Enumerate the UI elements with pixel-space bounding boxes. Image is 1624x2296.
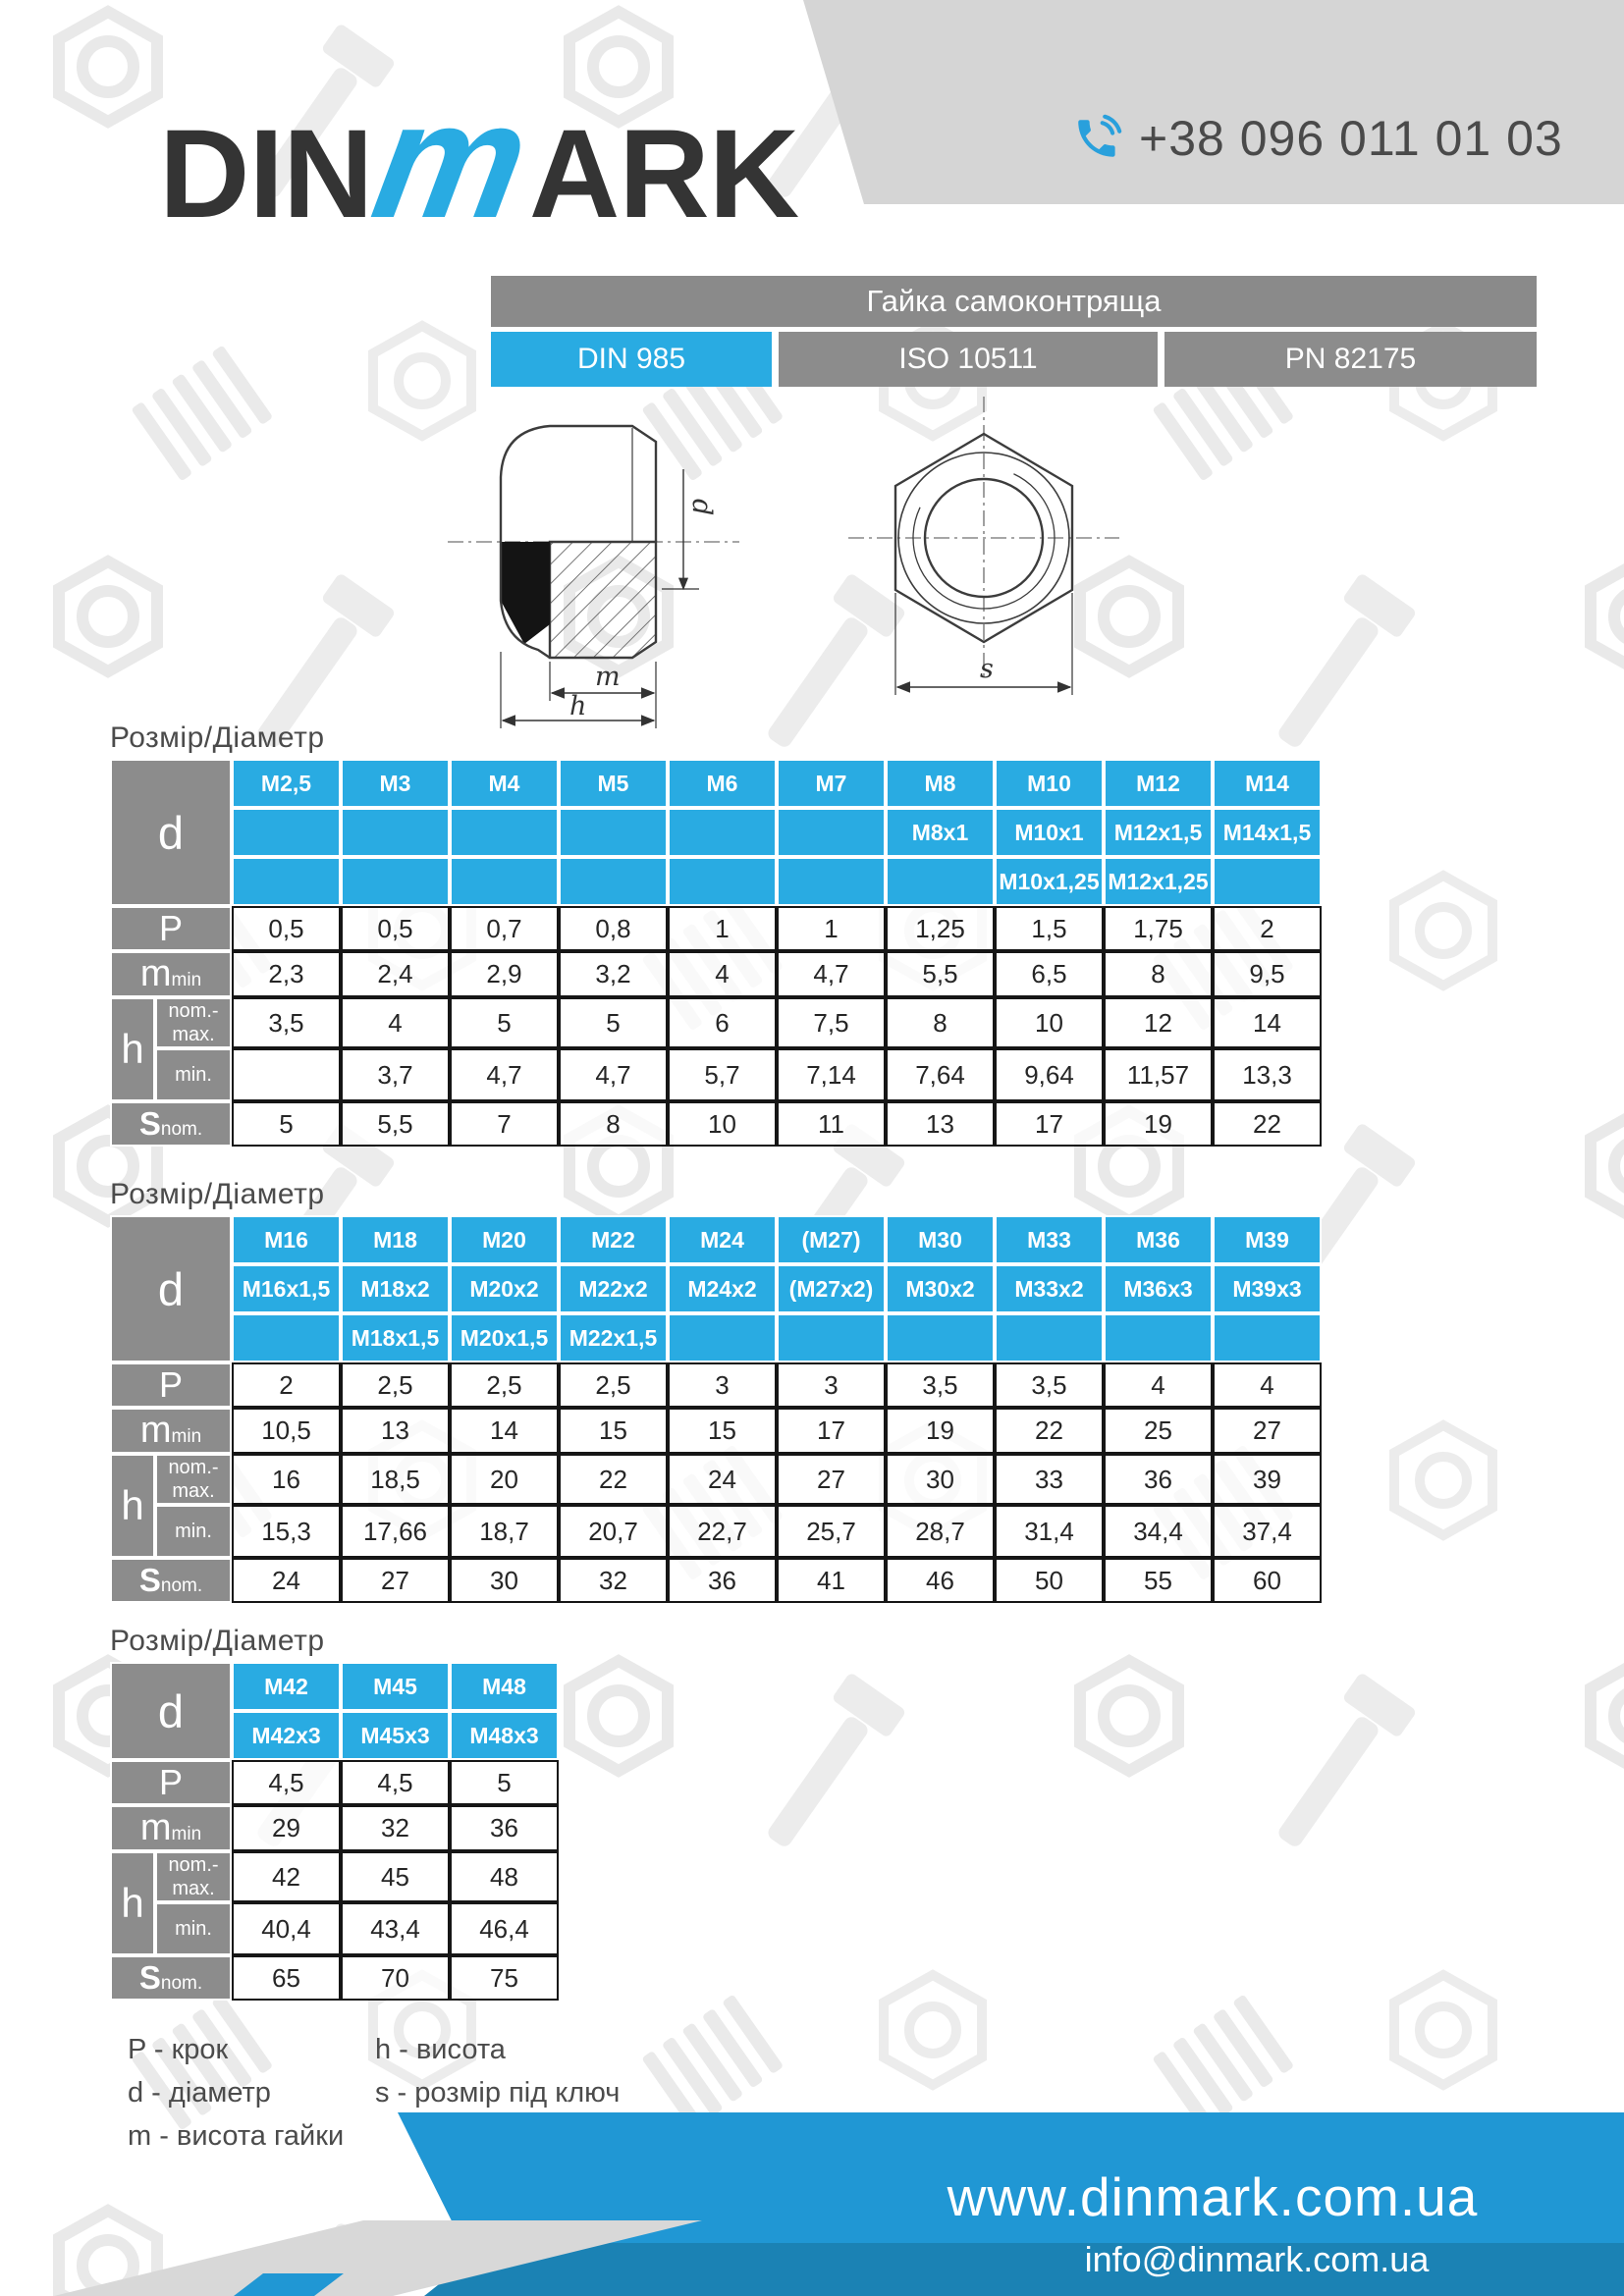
s-nom-value: 46 — [886, 1558, 995, 1603]
standards-row — [491, 332, 1537, 387]
row-label-h-min: min. — [155, 1505, 232, 1558]
thread-size-cell — [232, 808, 341, 857]
s-nom-value: 13 — [886, 1101, 995, 1147]
row-label-h-min: min. — [155, 1048, 232, 1101]
h-nom-max-value: 24 — [668, 1454, 777, 1505]
row-label-s-nom: Snom. — [110, 1558, 232, 1603]
phone-contact — [1072, 110, 1563, 167]
row-label-h: h — [110, 997, 155, 1101]
h-min-value: 34,4 — [1104, 1505, 1213, 1558]
thread-size-cell — [1213, 857, 1322, 906]
m-min-value: 27 — [1213, 1408, 1322, 1454]
h-min-value: 31,4 — [995, 1505, 1104, 1558]
s-nom-value: 75 — [450, 1955, 559, 2001]
thread-size-cell: M39 — [1213, 1215, 1322, 1264]
m-min-value: 2,4 — [341, 951, 450, 997]
thread-size-cell: M45x3 — [341, 1711, 450, 1760]
nut-front-drawing — [837, 383, 1131, 732]
thread-size-cell — [668, 857, 777, 906]
thread-size-cell: M30 — [886, 1215, 995, 1264]
row-label-d: d — [110, 1662, 232, 1760]
thread-size-cell: M16 — [232, 1215, 341, 1264]
thread-size-cell: M30x2 — [886, 1264, 995, 1313]
thread-size-cell — [995, 1313, 1104, 1362]
thread-size-cell: M33 — [995, 1215, 1104, 1264]
row-label-d: d — [110, 1215, 232, 1362]
m-min-value: 25 — [1104, 1408, 1213, 1454]
s-nom-value: 5 — [232, 1101, 341, 1147]
row-label-m-min: mmin — [110, 951, 232, 997]
legend-item-m: m - висота гайки — [128, 2120, 345, 2152]
thread-size-cell: M48x3 — [450, 1711, 559, 1760]
m-min-value: 4 — [668, 951, 777, 997]
pitch-value: 1,25 — [886, 906, 995, 951]
thread-size-cell: M22x2 — [559, 1264, 668, 1313]
m-min-value: 9,5 — [1213, 951, 1322, 997]
thread-size-cell — [232, 857, 341, 906]
h-nom-max-value: 27 — [777, 1454, 886, 1505]
s-nom-value: 8 — [559, 1101, 668, 1147]
h-nom-max-value: 16 — [232, 1454, 341, 1505]
thread-size-cell — [341, 808, 450, 857]
thread-size-cell: M24 — [668, 1215, 777, 1264]
h-nom-max-value: 6 — [668, 997, 777, 1048]
pitch-value: 0,5 — [232, 906, 341, 951]
m-min-value: 8 — [1104, 951, 1213, 997]
dimension-table — [110, 1215, 1322, 1603]
dimensions-table-2 — [110, 1215, 1322, 1603]
row-label-m-min: mmin — [110, 1805, 232, 1851]
thread-size-cell: M36x3 — [1104, 1264, 1213, 1313]
s-nom-value: 41 — [777, 1558, 886, 1603]
row-label-p: P — [110, 1362, 232, 1408]
thread-size-cell: M39x3 — [1213, 1264, 1322, 1313]
thread-size-cell: M5 — [559, 759, 668, 808]
h-min-value: 17,66 — [341, 1505, 450, 1558]
s-nom-value: 19 — [1104, 1101, 1213, 1147]
h-min-value: 9,64 — [995, 1048, 1104, 1101]
s-nom-value: 10 — [668, 1101, 777, 1147]
h-nom-max-value: 22 — [559, 1454, 668, 1505]
thread-size-cell — [668, 1313, 777, 1362]
h-nom-max-value: 3,5 — [232, 997, 341, 1048]
thread-size-cell: M20 — [450, 1215, 559, 1264]
h-nom-max-value: 18,5 — [341, 1454, 450, 1505]
pitch-value: 4,5 — [232, 1760, 341, 1805]
s-nom-value: 30 — [450, 1558, 559, 1603]
thread-size-cell — [341, 857, 450, 906]
s-nom-value: 32 — [559, 1558, 668, 1603]
h-nom-max-value: 5 — [450, 997, 559, 1048]
h-nom-max-value: 5 — [559, 997, 668, 1048]
legend-item-h: h - висота — [375, 2034, 506, 2065]
h-nom-max-value: 20 — [450, 1454, 559, 1505]
m-min-value: 36 — [450, 1805, 559, 1851]
standard-din: DIN 985 — [491, 332, 772, 387]
legend-item-d: d - діаметр — [128, 2077, 271, 2109]
row-label-p: P — [110, 906, 232, 951]
pitch-value: 2 — [1213, 906, 1322, 951]
logo-text-din: DIN — [159, 104, 373, 244]
pitch-value: 4,5 — [341, 1760, 450, 1805]
pitch-value: 0,8 — [559, 906, 668, 951]
thread-size-cell: M20x2 — [450, 1264, 559, 1313]
thread-size-cell: M22 — [559, 1215, 668, 1264]
h-min-value: 3,7 — [341, 1048, 450, 1101]
thread-size-cell — [886, 1313, 995, 1362]
h-min-value: 11,57 — [1104, 1048, 1213, 1101]
h-min-value: 5,7 — [668, 1048, 777, 1101]
dimension-table — [110, 759, 1322, 1147]
m-min-value: 2,3 — [232, 951, 341, 997]
m-min-value: 6,5 — [995, 951, 1104, 997]
h-min-value: 4,7 — [450, 1048, 559, 1101]
nut-side-section-drawing — [440, 383, 754, 732]
m-min-value: 22 — [995, 1408, 1104, 1454]
h-min-value: 4,7 — [559, 1048, 668, 1101]
thread-size-cell — [559, 857, 668, 906]
row-label-p: P — [110, 1760, 232, 1805]
m-min-value: 14 — [450, 1408, 559, 1454]
m-min-value: 13 — [341, 1408, 450, 1454]
dimensions-table-1 — [110, 759, 1322, 1147]
thread-size-cell: M6 — [668, 759, 777, 808]
row-label-h: h — [110, 1851, 155, 1955]
row-label-s-nom: Snom. — [110, 1955, 232, 2001]
pitch-value: 2 — [232, 1362, 341, 1408]
thread-size-cell: M48 — [450, 1662, 559, 1711]
pitch-value: 1,75 — [1104, 906, 1213, 951]
h-nom-max-value: 7,5 — [777, 997, 886, 1048]
pitch-value: 5 — [450, 1760, 559, 1805]
s-nom-value: 11 — [777, 1101, 886, 1147]
h-min-value: 22,7 — [668, 1505, 777, 1558]
section-label-3: Розмір/Діаметр — [110, 1625, 325, 1657]
thread-size-cell — [559, 808, 668, 857]
legend-item-s: s - розмір під ключ — [375, 2077, 621, 2109]
standard-iso: ISO 10511 — [779, 332, 1158, 387]
m-min-value: 17 — [777, 1408, 886, 1454]
m-min-value: 19 — [886, 1408, 995, 1454]
row-label-s-nom: Snom. — [110, 1101, 232, 1147]
pitch-value: 2,5 — [450, 1362, 559, 1408]
thread-size-cell: M2,5 — [232, 759, 341, 808]
h-min-value: 7,64 — [886, 1048, 995, 1101]
thread-size-cell: M42 — [232, 1662, 341, 1711]
h-nom-max-value: 33 — [995, 1454, 1104, 1505]
pitch-value: 3,5 — [995, 1362, 1104, 1408]
thread-size-cell: M20x1,5 — [450, 1313, 559, 1362]
m-min-value: 29 — [232, 1805, 341, 1851]
thread-size-cell: M18x2 — [341, 1264, 450, 1313]
h-nom-max-value: 4 — [341, 997, 450, 1048]
logo-m-mark: m — [361, 68, 542, 252]
s-nom-value: 5,5 — [341, 1101, 450, 1147]
standard-pn: PN 82175 — [1164, 332, 1537, 387]
m-min-value: 3,2 — [559, 951, 668, 997]
thread-size-cell: M4 — [450, 759, 559, 808]
s-nom-value: 27 — [341, 1558, 450, 1603]
thread-size-cell — [886, 857, 995, 906]
thread-size-cell — [1213, 1313, 1322, 1362]
thread-size-cell: M24x2 — [668, 1264, 777, 1313]
thread-size-cell — [777, 1313, 886, 1362]
thread-size-cell: M8 — [886, 759, 995, 808]
section-label-1: Розмір/Діаметр — [110, 721, 325, 754]
s-nom-value: 17 — [995, 1101, 1104, 1147]
h-nom-max-value: 45 — [341, 1851, 450, 1902]
legend-column-2 — [375, 2034, 620, 2120]
row-label-h: h — [110, 1454, 155, 1558]
h-min-value — [232, 1048, 341, 1101]
product-title: Гайка самоконтряща — [866, 284, 1162, 318]
row-label-h-nom-max: nom.- max. — [155, 1454, 232, 1505]
h-min-value: 25,7 — [777, 1505, 886, 1558]
pitch-value: 1,5 — [995, 906, 1104, 951]
thread-size-cell: M14x1,5 — [1213, 808, 1322, 857]
m-min-value: 5,5 — [886, 951, 995, 997]
m-min-value: 32 — [341, 1805, 450, 1851]
h-min-value: 43,4 — [341, 1902, 450, 1955]
thread-size-cell — [777, 857, 886, 906]
pitch-value: 4 — [1213, 1362, 1322, 1408]
h-min-value: 18,7 — [450, 1505, 559, 1558]
h-min-value: 37,4 — [1213, 1505, 1322, 1558]
pitch-value: 3 — [668, 1362, 777, 1408]
h-nom-max-value: 10 — [995, 997, 1104, 1048]
header-corner-shape — [785, 0, 1624, 204]
dimension-table — [110, 1662, 559, 2001]
section-label-2: Розмір/Діаметр — [110, 1178, 325, 1210]
h-nom-max-value: 48 — [450, 1851, 559, 1902]
pitch-value: 0,5 — [341, 906, 450, 951]
legend-item-p: P - крок — [128, 2034, 229, 2065]
thread-size-cell: M10x1,25 — [995, 857, 1104, 906]
thread-size-cell — [1104, 1313, 1213, 1362]
phone-number: +38 096 011 01 03 — [1139, 111, 1563, 166]
thread-size-cell: M22x1,5 — [559, 1313, 668, 1362]
h-min-value: 20,7 — [559, 1505, 668, 1558]
thread-size-cell: M36 — [1104, 1215, 1213, 1264]
logo-text-ark: ARK — [528, 104, 799, 244]
h-nom-max-value: 14 — [1213, 997, 1322, 1048]
thread-size-cell: M18x1,5 — [341, 1313, 450, 1362]
product-title-bar — [491, 276, 1537, 327]
pitch-value: 3,5 — [886, 1362, 995, 1408]
s-nom-value: 24 — [232, 1558, 341, 1603]
phone-icon — [1072, 112, 1125, 165]
row-label-h-nom-max: nom.- max. — [155, 997, 232, 1048]
h-nom-max-value: 30 — [886, 1454, 995, 1505]
row-label-m-min: mmin — [110, 1408, 232, 1454]
thread-size-cell: M12x1,5 — [1104, 808, 1213, 857]
h-min-value: 40,4 — [232, 1902, 341, 1955]
row-label-h-nom-max: nom.- max. — [155, 1851, 232, 1902]
m-min-value: 15 — [559, 1408, 668, 1454]
thread-size-cell: M16x1,5 — [232, 1264, 341, 1313]
s-nom-value: 36 — [668, 1558, 777, 1603]
thread-size-cell — [450, 808, 559, 857]
row-label-h-min: min. — [155, 1902, 232, 1955]
s-nom-value: 7 — [450, 1101, 559, 1147]
thread-size-cell: M10x1 — [995, 808, 1104, 857]
s-nom-value: 65 — [232, 1955, 341, 2001]
m-min-value: 2,9 — [450, 951, 559, 997]
thread-size-cell: M10 — [995, 759, 1104, 808]
thread-size-cell — [668, 808, 777, 857]
s-nom-value: 60 — [1213, 1558, 1322, 1603]
section-hatch-area — [550, 542, 656, 658]
pitch-value: 4 — [1104, 1362, 1213, 1408]
dim-label-m: m — [595, 662, 621, 692]
thread-size-cell: M42x3 — [232, 1711, 341, 1760]
thread-size-cell: M45 — [341, 1662, 450, 1711]
h-min-value: 28,7 — [886, 1505, 995, 1558]
thread-size-cell: M3 — [341, 759, 450, 808]
thread-size-cell: M8x1 — [886, 808, 995, 857]
thread-size-cell: M14 — [1213, 759, 1322, 808]
email-link[interactable]: info@dinmark.com.ua — [1084, 2239, 1430, 2279]
h-nom-max-value: 8 — [886, 997, 995, 1048]
dim-label-h: h — [569, 691, 587, 721]
thread-size-cell: (M27x2) — [777, 1264, 886, 1313]
h-min-value: 46,4 — [450, 1902, 559, 1955]
h-min-value: 13,3 — [1213, 1048, 1322, 1101]
s-nom-value: 70 — [341, 1955, 450, 2001]
thread-size-cell — [232, 1313, 341, 1362]
pitch-value: 2,5 — [559, 1362, 668, 1408]
h-nom-max-value: 12 — [1104, 997, 1213, 1048]
m-min-value: 15 — [668, 1408, 777, 1454]
h-nom-max-value: 39 — [1213, 1454, 1322, 1505]
m-min-value: 10,5 — [232, 1408, 341, 1454]
s-nom-value: 50 — [995, 1558, 1104, 1603]
pitch-value: 2,5 — [341, 1362, 450, 1408]
brand-logo — [159, 68, 799, 252]
thread-size-cell: M12x1,25 — [1104, 857, 1213, 906]
h-nom-max-value: 36 — [1104, 1454, 1213, 1505]
h-min-value: 7,14 — [777, 1048, 886, 1101]
pitch-value: 3 — [777, 1362, 886, 1408]
h-nom-max-value: 42 — [232, 1851, 341, 1902]
thread-size-cell: M7 — [777, 759, 886, 808]
pitch-value: 1 — [777, 906, 886, 951]
pitch-value: 1 — [668, 906, 777, 951]
thread-size-cell: (M27) — [777, 1215, 886, 1264]
h-min-value: 15,3 — [232, 1505, 341, 1558]
s-nom-value: 22 — [1213, 1101, 1322, 1147]
s-nom-value: 55 — [1104, 1558, 1213, 1603]
dimensions-table-3 — [110, 1662, 559, 2001]
thread-size-cell — [777, 808, 886, 857]
row-label-d: d — [110, 759, 232, 906]
thread-size-cell: M18 — [341, 1215, 450, 1264]
thread-size-cell: M12 — [1104, 759, 1213, 808]
pitch-value: 0,7 — [450, 906, 559, 951]
m-min-value: 4,7 — [777, 951, 886, 997]
dim-label-d: d — [686, 499, 717, 516]
website-link[interactable]: www.dinmark.com.ua — [947, 2166, 1479, 2227]
dim-label-s: s — [980, 654, 994, 684]
thread-size-cell — [450, 857, 559, 906]
legend-column-1 — [128, 2034, 344, 2163]
thread-size-cell: M33x2 — [995, 1264, 1104, 1313]
